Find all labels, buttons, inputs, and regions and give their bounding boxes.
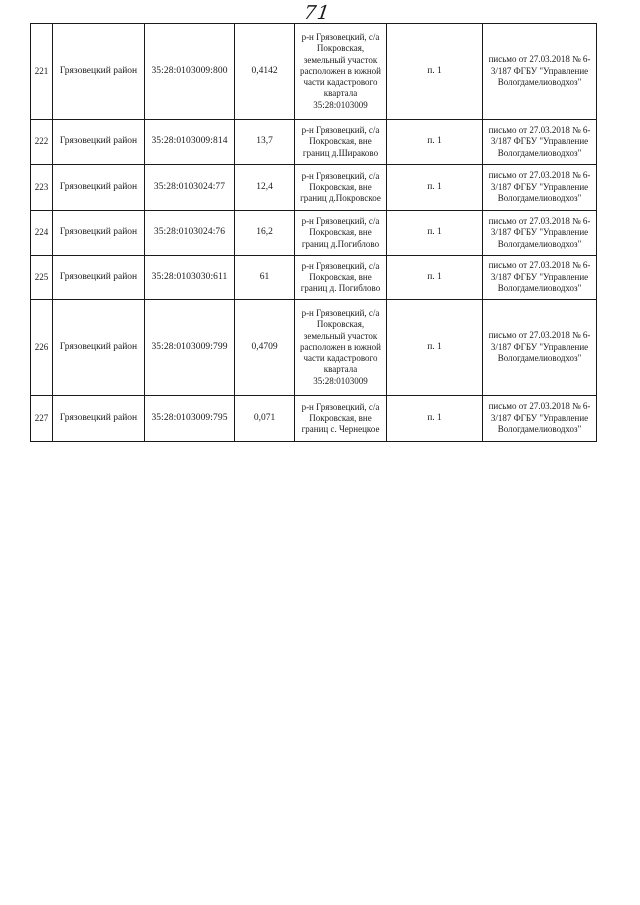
point-cell: п. 1 [387,396,483,442]
point-cell: п. 1 [387,211,483,256]
table-row [31,300,597,396]
district-cell: Грязовецкий район [53,24,145,120]
cadastral-number-cell: 35:28:0103030:611 [145,256,235,300]
row-number: 223 [31,165,53,211]
land-plots-table [30,23,597,442]
table-row [31,24,597,120]
area-cell: 0,071 [235,396,295,442]
document-cell: письмо от 27.03.2018 № 6-3/187 ФГБУ "Управление Вологдамелиоводхоз" [483,120,597,165]
page-number: 71 [302,2,332,24]
document-cell: письмо от 27.03.2018 № 6-3/187 ФГБУ "Управление Вологдамелиоводхоз" [483,300,597,396]
row-number: 227 [31,396,53,442]
table-body [31,24,597,442]
location-cell: р-н Грязовецкий, с/а Покровская, вне границ д.Шираково [295,120,387,165]
area-cell: 16,2 [235,211,295,256]
cadastral-number-cell: 35:28:0103009:799 [145,300,235,396]
location-cell: р-н Грязовецкий, с/а Покровская, вне границ д.Покровское [295,165,387,211]
document-cell: письмо от 27.03.2018 № 6-3/187 ФГБУ "Управление Вологдамелиоводхоз" [483,396,597,442]
row-number: 222 [31,120,53,165]
location-cell: р-н Грязовецкий, с/а Покровская, вне границ с. Чернецкое [295,396,387,442]
row-number: 226 [31,300,53,396]
district-cell: Грязовецкий район [53,396,145,442]
table-row [31,256,597,300]
document-cell: письмо от 27.03.2018 № 6-3/187 ФГБУ "Управление Вологдамелиоводхоз" [483,256,597,300]
location-cell: р-н Грязовецкий, с/а Покровская, земельный участок расположен в южной части кадастрового квартала 35:28:0103009 [295,24,387,120]
location-cell: р-н Грязовецкий, с/а Покровская, вне границ д.Погиблово [295,211,387,256]
row-number: 225 [31,256,53,300]
cadastral-number-cell: 35:28:0103009:800 [145,24,235,120]
district-cell: Грязовецкий район [53,300,145,396]
location-cell: р-н Грязовецкий, с/а Покровская, вне границ д. Погиблово [295,256,387,300]
area-cell: 0,4142 [235,24,295,120]
row-number: 224 [31,211,53,256]
area-cell: 61 [235,256,295,300]
point-cell: п. 1 [387,256,483,300]
document-cell: письмо от 27.03.2018 № 6-3/187 ФГБУ "Управление Вологдамелиоводхоз" [483,211,597,256]
table-row [31,165,597,211]
area-cell: 0,4709 [235,300,295,396]
district-cell: Грязовецкий район [53,211,145,256]
area-cell: 13,7 [235,120,295,165]
cadastral-number-cell: 35:28:0103024:76 [145,211,235,256]
document-cell: письмо от 27.03.2018 № 6-3/187 ФГБУ "Управление Вологдамелиоводхоз" [483,165,597,211]
table-row [31,211,597,256]
cadastral-number-cell: 35:28:0103024:77 [145,165,235,211]
point-cell: п. 1 [387,120,483,165]
table-row [31,396,597,442]
district-cell: Грязовецкий район [53,120,145,165]
point-cell: п. 1 [387,165,483,211]
district-cell: Грязовецкий район [53,165,145,211]
row-number: 221 [31,24,53,120]
area-cell: 12,4 [235,165,295,211]
document-cell: письмо от 27.03.2018 № 6-3/187 ФГБУ "Управление Вологдамелиоводхоз" [483,24,597,120]
point-cell: п. 1 [387,24,483,120]
cadastral-number-cell: 35:28:0103009:795 [145,396,235,442]
cadastral-number-cell: 35:28:0103009:814 [145,120,235,165]
district-cell: Грязовецкий район [53,256,145,300]
table-row [31,120,597,165]
location-cell: р-н Грязовецкий, с/а Покровская, земельный участок расположен в южной части кадастрового квартала 35:28:0103009 [295,300,387,396]
point-cell: п. 1 [387,300,483,396]
